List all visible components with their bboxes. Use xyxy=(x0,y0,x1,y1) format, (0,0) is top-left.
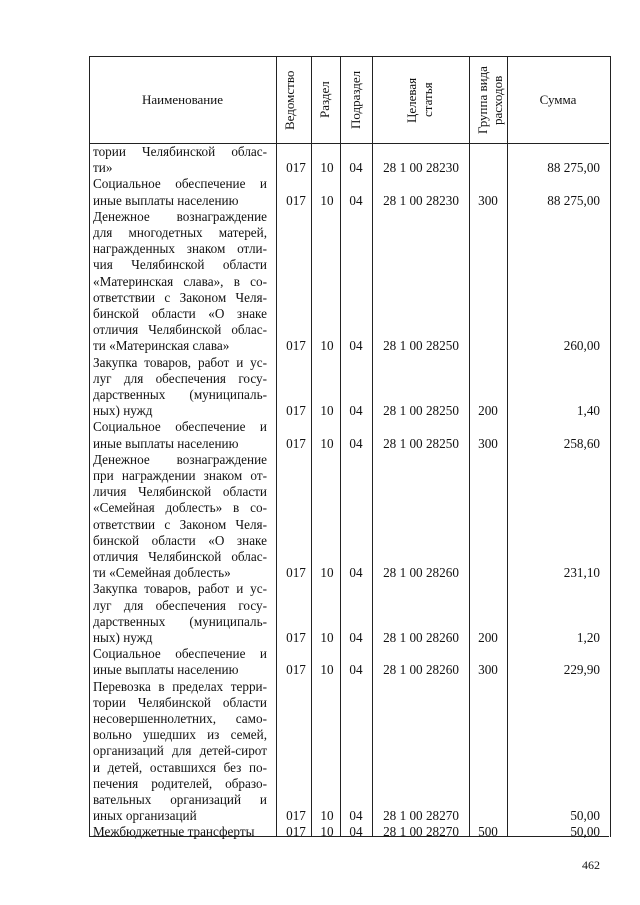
row-vedomstvo: 017 xyxy=(286,403,306,419)
row-name-line: вольно ушедших из семей, xyxy=(93,727,267,743)
header-gruppa-line1: Группа вида xyxy=(475,66,490,134)
row-name xyxy=(93,824,267,840)
row-summa: 231,10 xyxy=(563,565,600,581)
row-podrazdel: 04 xyxy=(349,565,363,581)
row-podrazdel: 04 xyxy=(349,824,363,840)
row-summa: 260,00 xyxy=(563,338,600,354)
row-razdel: 10 xyxy=(320,565,334,581)
header-razdel: Раздел xyxy=(317,81,332,119)
row-vedomstvo: 017 xyxy=(286,824,306,840)
row-name-line: Закупка товаров, работ и ус- xyxy=(93,354,267,370)
row-name-line: иных организаций xyxy=(93,808,197,824)
row-name-line: Денежное вознаграждение xyxy=(93,208,267,224)
row-vedomstvo: 017 xyxy=(286,160,306,176)
row-name-line: награжденных знаком отли- xyxy=(93,241,267,257)
row-razdel: 10 xyxy=(320,338,334,354)
row-podrazdel: 04 xyxy=(349,403,363,419)
row-summa: 258,60 xyxy=(563,435,600,451)
row-name-line: Социальное обеспечение и xyxy=(93,176,267,192)
row-razdel: 10 xyxy=(320,192,334,208)
row-name-line: бинской области «О знаке xyxy=(93,532,267,548)
row-summa: 88 275,00 xyxy=(547,160,600,176)
header-summa: Сумма xyxy=(539,92,577,107)
row-name-line: для многодетных матерей, xyxy=(93,225,267,240)
row-vedomstvo: 017 xyxy=(286,435,306,451)
row-celevaya: 28 1 00 28270 xyxy=(383,824,459,840)
row-name xyxy=(93,419,267,451)
row-vedomstvo: 017 xyxy=(286,565,306,581)
row-name-line: отличия Челябинской облас- xyxy=(93,549,267,565)
row-name-line: ти «Семейная доблесть» xyxy=(93,565,231,581)
header-name: Наименование xyxy=(142,92,223,107)
row-name-line: «Материнская слава», в со- xyxy=(93,273,267,289)
row-name-line: Социальное обеспечение и xyxy=(93,646,267,662)
row-gruppa: 300 xyxy=(478,662,498,678)
row-name-line: иные выплаты населению xyxy=(93,192,239,208)
row-name-line: несовершеннолетних, само- xyxy=(93,711,267,726)
row-name-line: при награждении знаком от- xyxy=(93,468,267,483)
row-name xyxy=(93,355,267,420)
row-podrazdel: 04 xyxy=(349,160,363,176)
row-celevaya: 28 1 00 28250 xyxy=(383,435,459,451)
row-name-line: «Семейная доблесть» в со- xyxy=(93,500,267,516)
row-name xyxy=(93,209,267,355)
row-razdel: 10 xyxy=(320,403,334,419)
row-name-line: ответствии с Законом Челя- xyxy=(93,516,267,532)
row-name-line: луг для обеспечения госу- xyxy=(93,597,267,613)
row-razdel: 10 xyxy=(320,630,334,645)
row-name-line: отличия Челябинской облас- xyxy=(93,322,267,338)
header-celevaya-line2: статья xyxy=(420,82,435,118)
row-name-line: Социальное обеспечение и xyxy=(93,419,267,435)
row-name-line: организаций для детей-сирот xyxy=(93,743,267,759)
row-name-line: Перевозка в пределах терри- xyxy=(93,678,267,694)
row-podrazdel: 04 xyxy=(349,435,363,451)
row-name-line: Закупка товаров, работ и ус- xyxy=(93,581,267,597)
row-name xyxy=(93,581,267,646)
row-vedomstvo: 017 xyxy=(286,192,306,208)
row-name-line: ответствии с Законом Челя- xyxy=(93,289,267,305)
row-name-line: луг для обеспечения госу- xyxy=(93,370,267,386)
row-name xyxy=(93,452,267,582)
row-podrazdel: 04 xyxy=(349,338,363,354)
column-divider xyxy=(276,56,277,836)
row-name-line: тории Челябинской области xyxy=(93,694,267,710)
row-celevaya: 28 1 00 28230 xyxy=(383,192,459,208)
row-name-line: иные выплаты населению xyxy=(93,435,239,451)
row-podrazdel: 04 xyxy=(349,808,363,824)
row-name xyxy=(93,144,267,176)
row-celevaya: 28 1 00 28250 xyxy=(383,338,459,354)
row-name-line: иные выплаты населению xyxy=(93,662,239,678)
row-name xyxy=(93,646,267,678)
row-summa: 50,00 xyxy=(570,808,600,824)
row-name-line: и детей, оставшихся без по- xyxy=(93,759,267,775)
row-name-line: дарственных (муниципаль- xyxy=(93,387,267,402)
row-name-line: ти «Материнская слава» xyxy=(93,338,230,354)
row-gruppa: 300 xyxy=(478,435,498,451)
row-name-line: личия Челябинской области xyxy=(93,484,267,500)
row-summa: 1,40 xyxy=(576,403,600,419)
row-gruppa: 200 xyxy=(478,630,498,645)
row-razdel: 10 xyxy=(320,435,334,451)
row-name-line: ных) нужд xyxy=(93,403,153,419)
row-name-line: тории Челябинской облас- xyxy=(93,144,267,159)
header-celevaya-line1: Целевая xyxy=(404,77,419,123)
row-vedomstvo: 017 xyxy=(286,662,306,678)
row-name-line: печения родителей, образо- xyxy=(93,775,267,791)
row-summa: 50,00 xyxy=(570,824,600,840)
row-name xyxy=(93,679,267,825)
row-vedomstvo: 017 xyxy=(286,808,306,824)
row-name-line: ных) нужд xyxy=(93,630,153,645)
row-name-line: ти» xyxy=(93,160,113,176)
row-name-line: дарственных (муниципаль- xyxy=(93,613,267,629)
row-name-line: вательных организаций и xyxy=(93,792,267,808)
row-podrazdel: 04 xyxy=(349,662,363,678)
row-razdel: 10 xyxy=(320,824,334,840)
page-number: 462 xyxy=(582,858,600,872)
row-razdel: 10 xyxy=(320,160,334,176)
row-name-line: чия Челябинской области xyxy=(93,257,267,273)
row-name-line: Денежное вознаграждение xyxy=(93,451,267,467)
row-podrazdel: 04 xyxy=(349,630,363,645)
row-podrazdel: 04 xyxy=(349,192,363,208)
row-razdel: 10 xyxy=(320,662,334,678)
row-vedomstvo: 017 xyxy=(286,338,306,354)
row-summa: 1,20 xyxy=(576,630,600,645)
row-celevaya: 28 1 00 28260 xyxy=(383,662,459,678)
row-razdel: 10 xyxy=(320,808,334,824)
row-celevaya: 28 1 00 28270 xyxy=(383,808,459,824)
row-celevaya: 28 1 00 28260 xyxy=(383,565,459,581)
row-gruppa: 200 xyxy=(478,403,498,419)
row-summa: 229,90 xyxy=(563,662,600,678)
row-name xyxy=(93,176,267,208)
row-celevaya: 28 1 00 28260 xyxy=(383,630,459,645)
column-divider xyxy=(311,56,312,836)
row-name-line: Межбюджетные трансферты xyxy=(93,824,255,840)
row-gruppa: 500 xyxy=(478,824,498,840)
header-podrazdel: Подраздел xyxy=(348,70,363,130)
row-vedomstvo: 017 xyxy=(286,630,306,645)
header-vedomstvo: Ведомство xyxy=(282,70,297,130)
row-celevaya: 28 1 00 28250 xyxy=(383,403,459,419)
row-summa: 88 275,00 xyxy=(547,192,600,208)
row-name-line: бинской области «О знаке xyxy=(93,306,267,322)
row-celevaya: 28 1 00 28230 xyxy=(383,160,459,176)
row-gruppa: 300 xyxy=(478,192,498,208)
header-gruppa-line2: расходов xyxy=(490,75,505,125)
